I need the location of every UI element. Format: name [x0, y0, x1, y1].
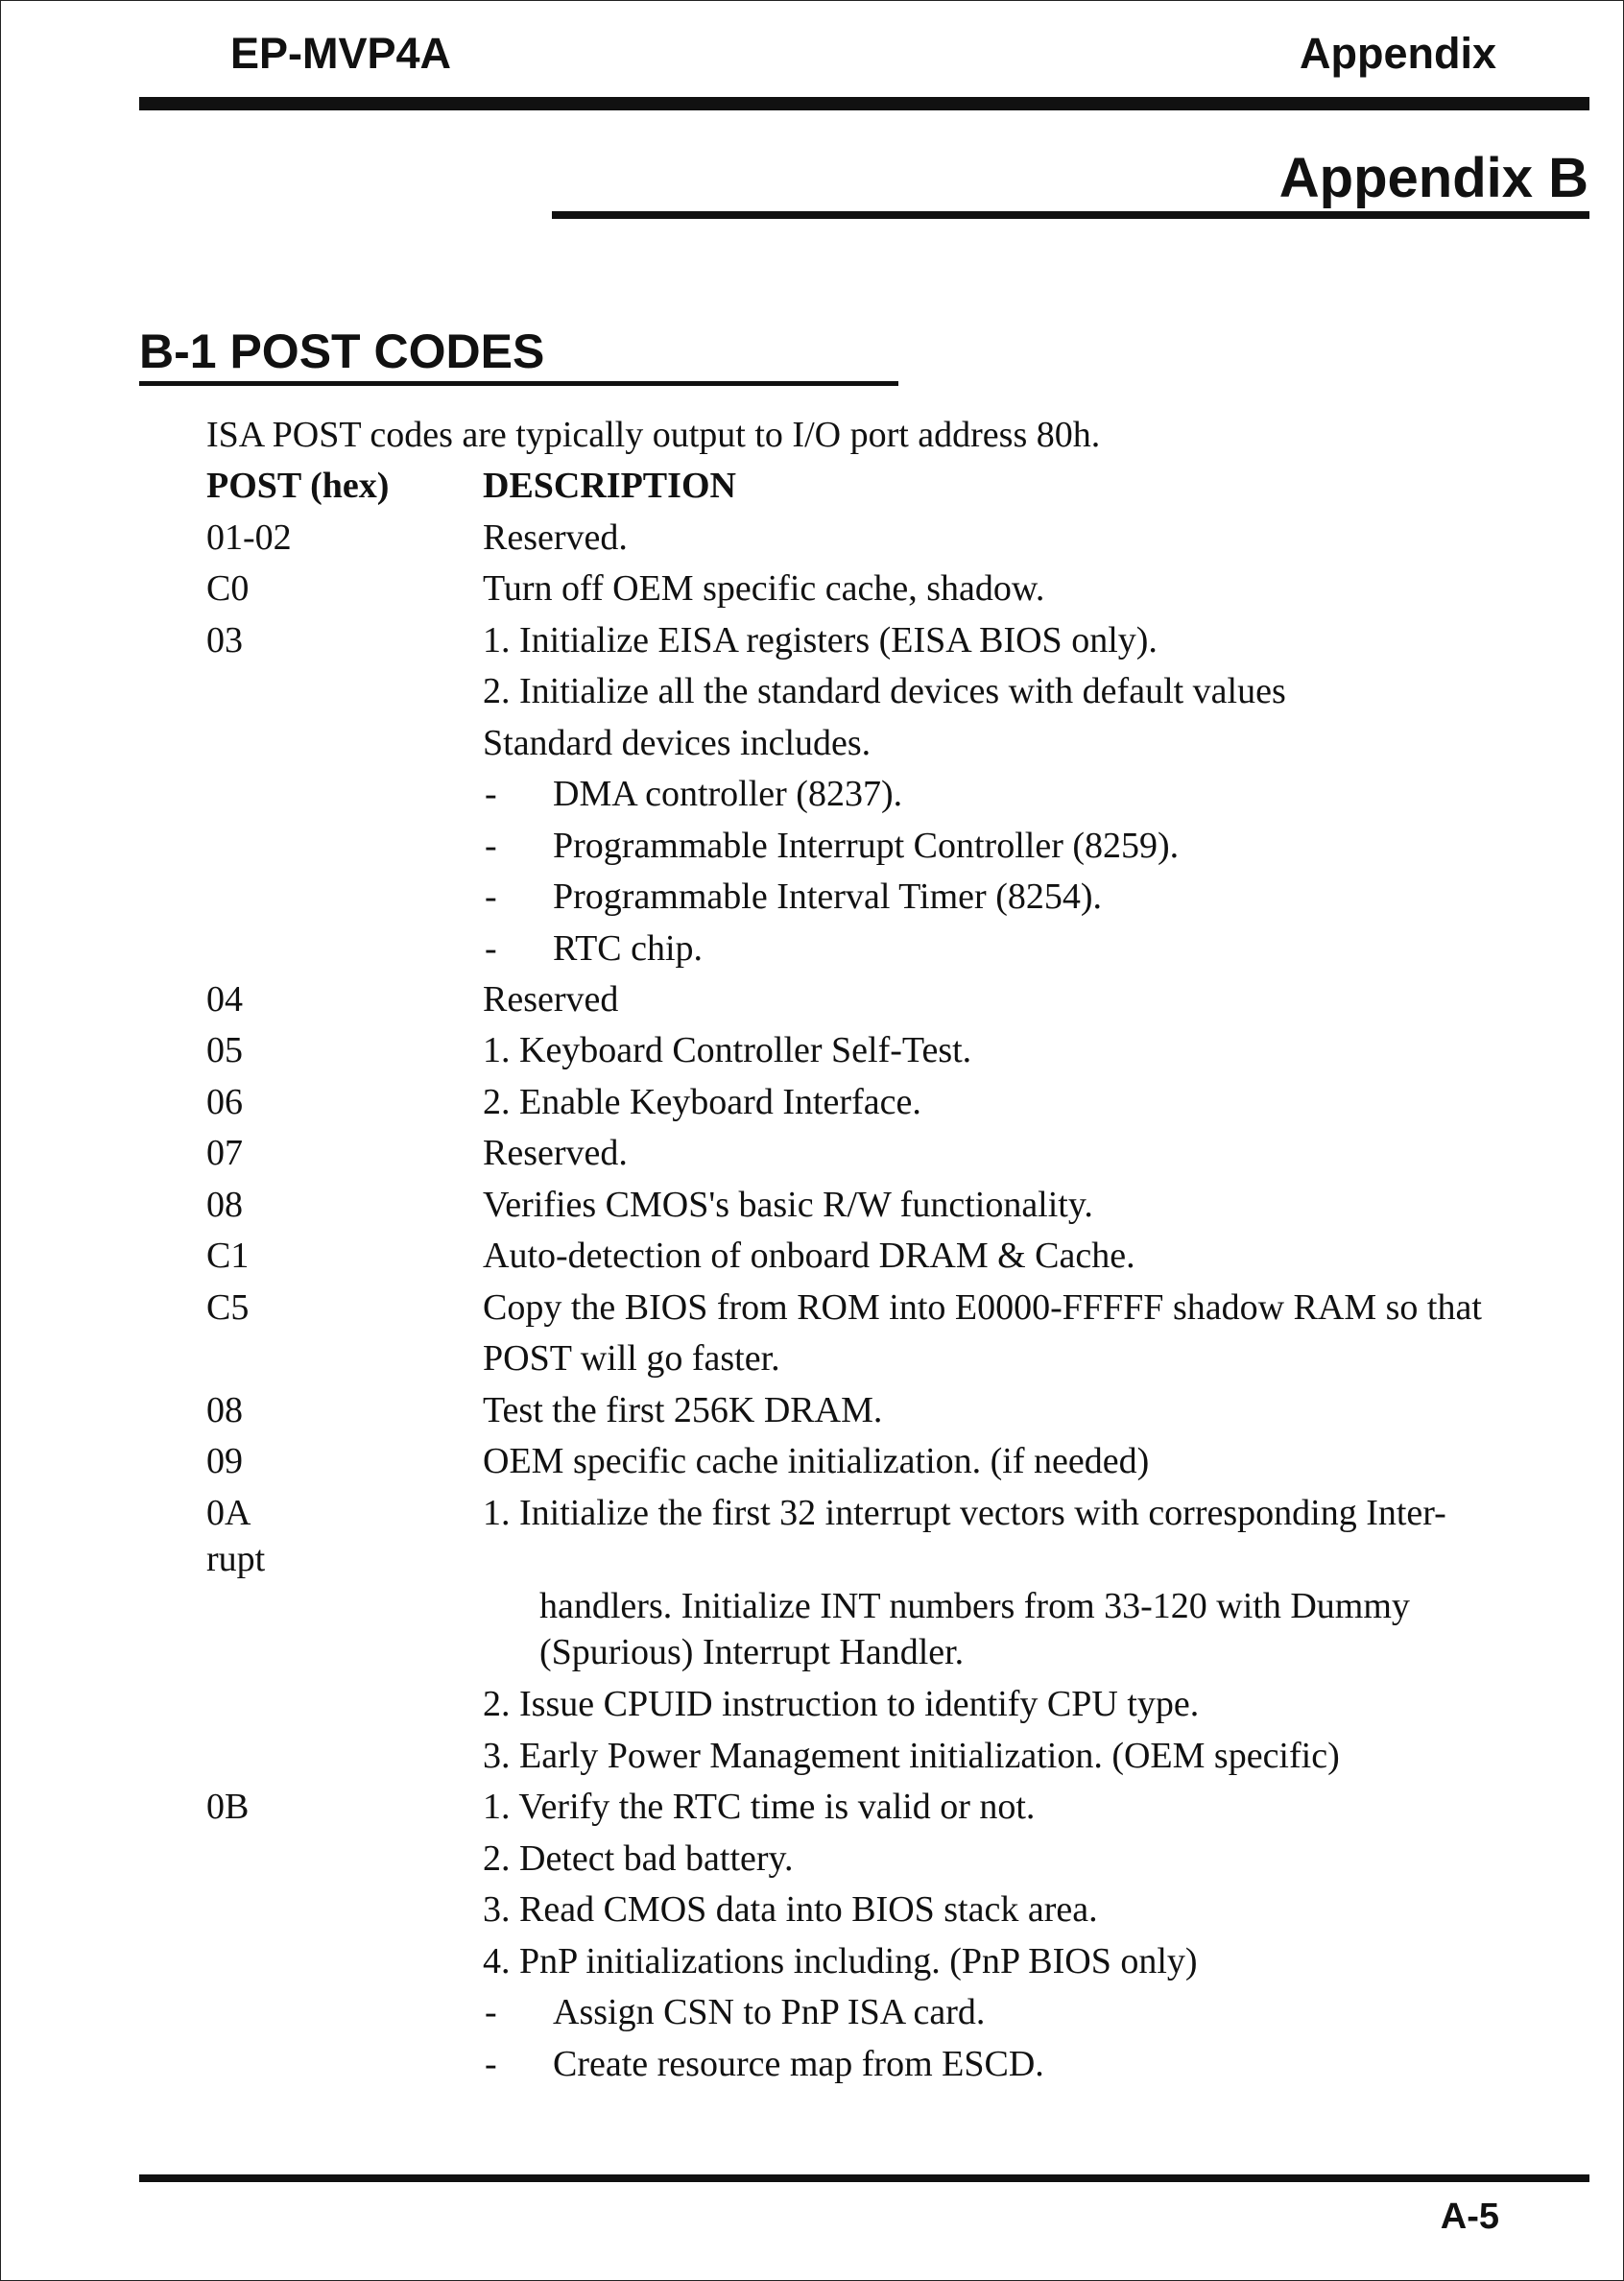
post-description: Reserved.	[483, 517, 628, 558]
appendix-title: Appendix B	[1278, 147, 1588, 209]
post-code: rupt	[206, 1539, 266, 1579]
post-code: C0	[206, 568, 250, 609]
bullet-dash: -	[485, 774, 497, 814]
post-description: Copy the BIOS from ROM into E0000-FFFFF shadow RAM so that	[483, 1287, 1482, 1328]
bullet-item: DMA controller (8237).	[553, 774, 903, 814]
post-description: Standard devices includes.	[483, 723, 872, 763]
footer-rule	[139, 2174, 1589, 2182]
post-code: 08	[206, 1390, 243, 1430]
post-description-continued: handlers. Initialize INT numbers from 33-120 with Dummy	[539, 1586, 1410, 1626]
post-code: 0A	[206, 1493, 251, 1533]
post-description: 2. Issue CPUID instruction to identify CPU type.	[483, 1684, 1200, 1724]
post-code: 0B	[206, 1787, 250, 1827]
column-header-description: DESCRIPTION	[483, 466, 736, 506]
post-code: 04	[206, 979, 243, 1020]
column-header-code: POST (hex)	[206, 466, 390, 506]
post-description: Test the first 256K DRAM.	[483, 1390, 883, 1430]
post-description: Auto-detection of onboard DRAM & Cache.	[483, 1236, 1135, 1276]
post-description-continued: (Spurious) Interrupt Handler.	[539, 1632, 965, 1672]
bullet-item: Assign CSN to PnP ISA card.	[553, 1992, 986, 2032]
post-code: 06	[206, 1082, 243, 1122]
header-section: Appendix	[1299, 29, 1496, 78]
header-model: EP-MVP4A	[230, 29, 452, 78]
post-code: C1	[206, 1236, 250, 1276]
bullet-item: Programmable Interrupt Controller (8259).	[553, 826, 1180, 866]
post-description: 3. Read CMOS data into BIOS stack area.	[483, 1889, 1098, 1930]
page-number: A-5	[1440, 2197, 1499, 2237]
post-description: 2. Initialize all the standard devices with default values	[483, 671, 1286, 711]
post-description: 2. Detect bad battery.	[483, 1838, 794, 1879]
post-description: POST will go faster.	[483, 1338, 780, 1379]
post-description: 1. Initialize EISA registers (EISA BIOS only).	[483, 620, 1158, 660]
post-code: 01-02	[206, 517, 292, 558]
post-description: Reserved.	[483, 1133, 628, 1173]
section-title: B-1 POST CODES	[139, 324, 545, 378]
post-code: 08	[206, 1185, 243, 1225]
bullet-item: Create resource map from ESCD.	[553, 2044, 1044, 2084]
post-description: 1. Keyboard Controller Self-Test.	[483, 1030, 972, 1070]
post-description: Turn off OEM specific cache, shadow.	[483, 568, 1045, 609]
bullet-dash: -	[485, 1992, 497, 2032]
bullet-dash: -	[485, 826, 497, 866]
post-code: C5	[206, 1287, 250, 1328]
post-description: 1. Verify the RTC time is valid or not.	[483, 1787, 1036, 1827]
post-description: 3. Early Power Management initialization. (OEM specific)	[483, 1736, 1340, 1776]
post-description: 1. Initialize the first 32 interrupt vectors with corresponding Inter-	[483, 1493, 1446, 1533]
post-description: Verifies CMOS's basic R/W functionality.	[483, 1185, 1093, 1225]
post-description: Reserved	[483, 979, 619, 1020]
header-rule	[139, 97, 1589, 110]
post-code: 05	[206, 1030, 243, 1070]
bullet-dash: -	[485, 876, 497, 917]
section-title-rule	[139, 381, 898, 386]
post-code: 09	[206, 1441, 243, 1481]
bullet-item: Programmable Interval Timer (8254).	[553, 876, 1103, 917]
bullet-item: RTC chip.	[553, 928, 704, 969]
post-description: 4. PnP initializations including. (PnP BIOS only)	[483, 1941, 1198, 1981]
bullet-dash: -	[485, 928, 497, 969]
post-description: 2. Enable Keyboard Interface.	[483, 1082, 921, 1122]
appendix-title-rule	[552, 211, 1589, 219]
bullet-dash: -	[485, 2044, 497, 2084]
intro-text: ISA POST codes are typically output to I/O port address 80h.	[206, 415, 1101, 455]
post-code: 07	[206, 1133, 243, 1173]
post-description: OEM specific cache initialization. (if needed)	[483, 1441, 1150, 1481]
post-code: 03	[206, 620, 243, 660]
